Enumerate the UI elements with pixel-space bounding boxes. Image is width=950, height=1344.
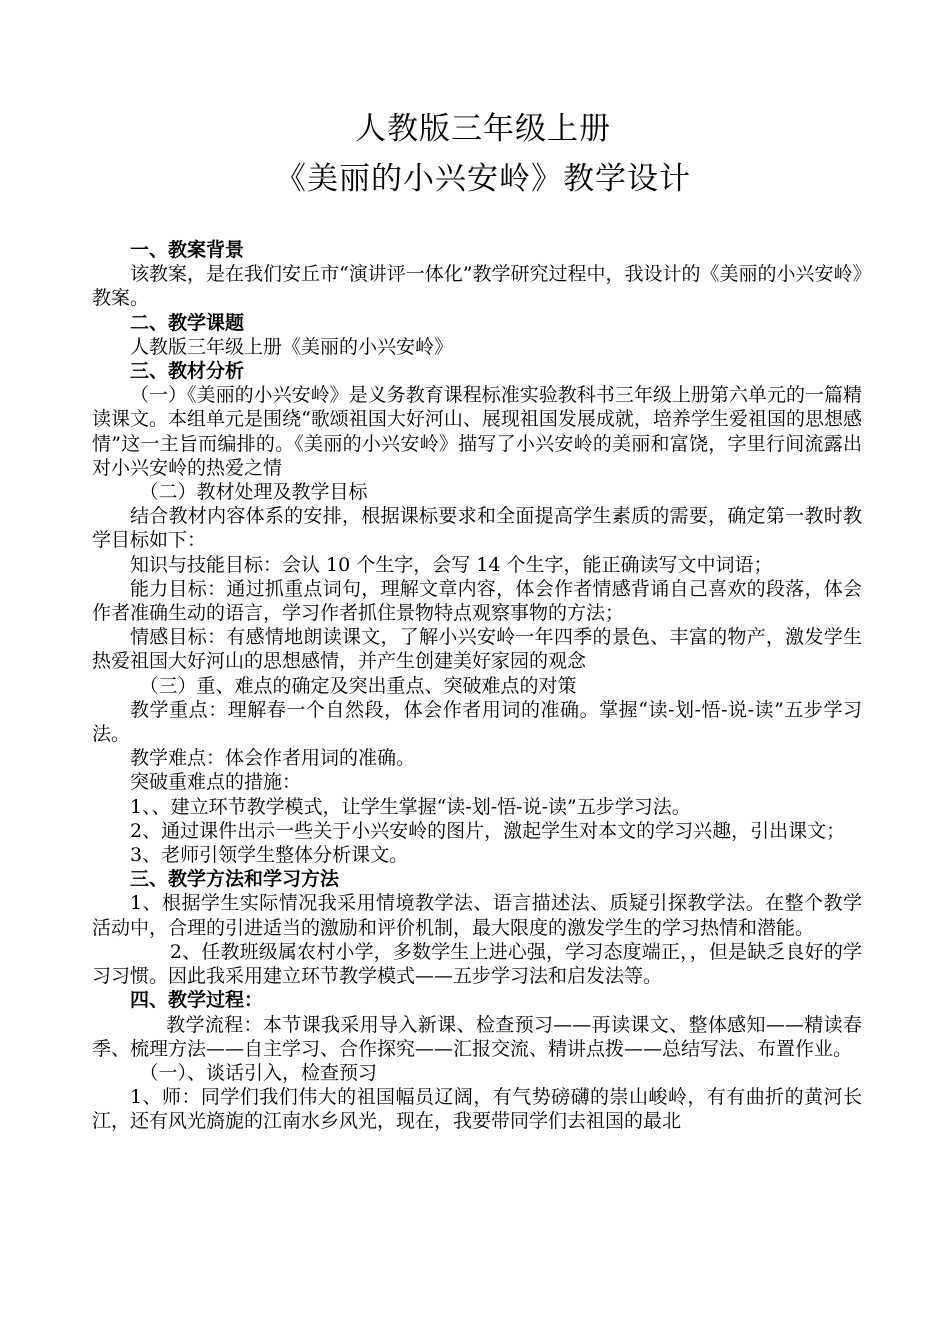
body-paragraph: 教学难点：体会作者用词的准确。	[130, 747, 416, 770]
body-paragraph: （三）重、难点的确定及突出重点、突破难点的对策	[139, 674, 577, 697]
title-line-1: 人教版三年级上册	[355, 111, 611, 147]
body-paragraph: （一）、谈话引入，检查预习	[139, 1061, 378, 1084]
body-paragraph: 3、老师引领学生整体分析课文。	[130, 844, 409, 867]
body-paragraph: 1、根据学生实际情况我采用情境教学法、语言描述法、质疑引探教学法。在整个教学活动中，合理的引进适当的激励和评价机制，最大限度的激发学生的学习热情和潜能。	[92, 892, 862, 939]
body-paragraph: 1、师：同学们我们伟大的祖国幅员辽阔，有气势磅礴的崇山峻岭，有有曲折的黄河长江，还有风光旖旎的江南水乡风光，现在，我要带同学们去祖国的最北	[92, 1086, 862, 1133]
title-line-2: 《美丽的小兴安岭》教学设计	[275, 161, 691, 197]
body-paragraph: 知识与技能目标：会认 10 个生字，会写 14 个生字，能正确读写文中词语；	[130, 553, 773, 576]
title-block	[92, 104, 862, 204]
body-paragraph: 1、、建立环节教学模式，让学生掌握“读-划-悟-说-读”五步学习法。	[130, 795, 691, 818]
section-heading: 一、教案背景	[130, 239, 245, 261]
body-paragraph: （二）教材处理及教学目标	[139, 481, 368, 504]
body-paragraph: 能力目标：通过抓重点词句，理解文章内容，体会作者情感背诵自己喜欢的段落，体会作者准确生动的语言，学习作者抓住景物特点观察事物的方法；	[92, 577, 862, 625]
section-heading: 二、教学课题	[130, 311, 245, 334]
body-paragraph: 2、通过课件出示一些关于小兴安岭的图片，激起学生对本文的学习兴趣，引出课文；	[130, 819, 846, 842]
body-paragraph: 2、任教班级属农村小学，多数学生上进心强，学习态度端正，，但是缺乏良好的学习习惯。因此我采用建立环节教学模式——五步学习法和启发法等。	[92, 940, 862, 988]
body-paragraph: 结合教材内容体系的安排，根据课标要求和全面提高学生素质的需要，确定第一教时教学目标如下：	[92, 505, 862, 552]
body-paragraph: 人教版三年级上册《美丽的小兴安岭》	[130, 335, 454, 358]
body-paragraph: 教学重点：理解春一个自然段，体会作者用词的准确。掌握“读-划-悟-说-读”五步学习法。	[92, 698, 862, 746]
section-heading: 三、教学方法和学习方法	[130, 868, 340, 891]
section-heading: 四、教学过程：	[130, 989, 264, 1012]
body-paragraph: 该教案，是在我们安丘市“演讲评一体化”教学研究过程中，我设计的《美丽的小兴安岭》教案。	[92, 263, 862, 310]
document-body	[92, 238, 862, 1134]
section-heading: 三、教材分析	[130, 360, 245, 383]
body-paragraph: 情感目标：有感情地朗读课文，了解小兴安岭一年四季的景色、丰富的物产，激发学生热爱祖国大好河山的思想感情，并产生创建美好家园的观念	[92, 626, 862, 673]
body-paragraph: 教学流程：本节课我采用导入新课、检查预习——再读课文、整体感知——精读春季、梳理方法——自主学习、合作探究——汇报交流、精讲点拨——总结写法、布置作业。	[92, 1013, 862, 1060]
body-paragraph: 突破重难点的措施：	[130, 771, 302, 794]
body-paragraph: （一）《美丽的小兴安岭》是义务教育课程标准实验教科书三年级上册第六单元的一篇精读课文。本组单元是围绕“歌颂祖国大好河山、展现祖国发展成就，培养学生爱祖国的思想感情”这一主旨而编排的。《美丽的小兴安岭》描写了小兴安岭的美丽和富饶，字里行间流露出对小兴安岭的热爱之情	[92, 384, 862, 479]
